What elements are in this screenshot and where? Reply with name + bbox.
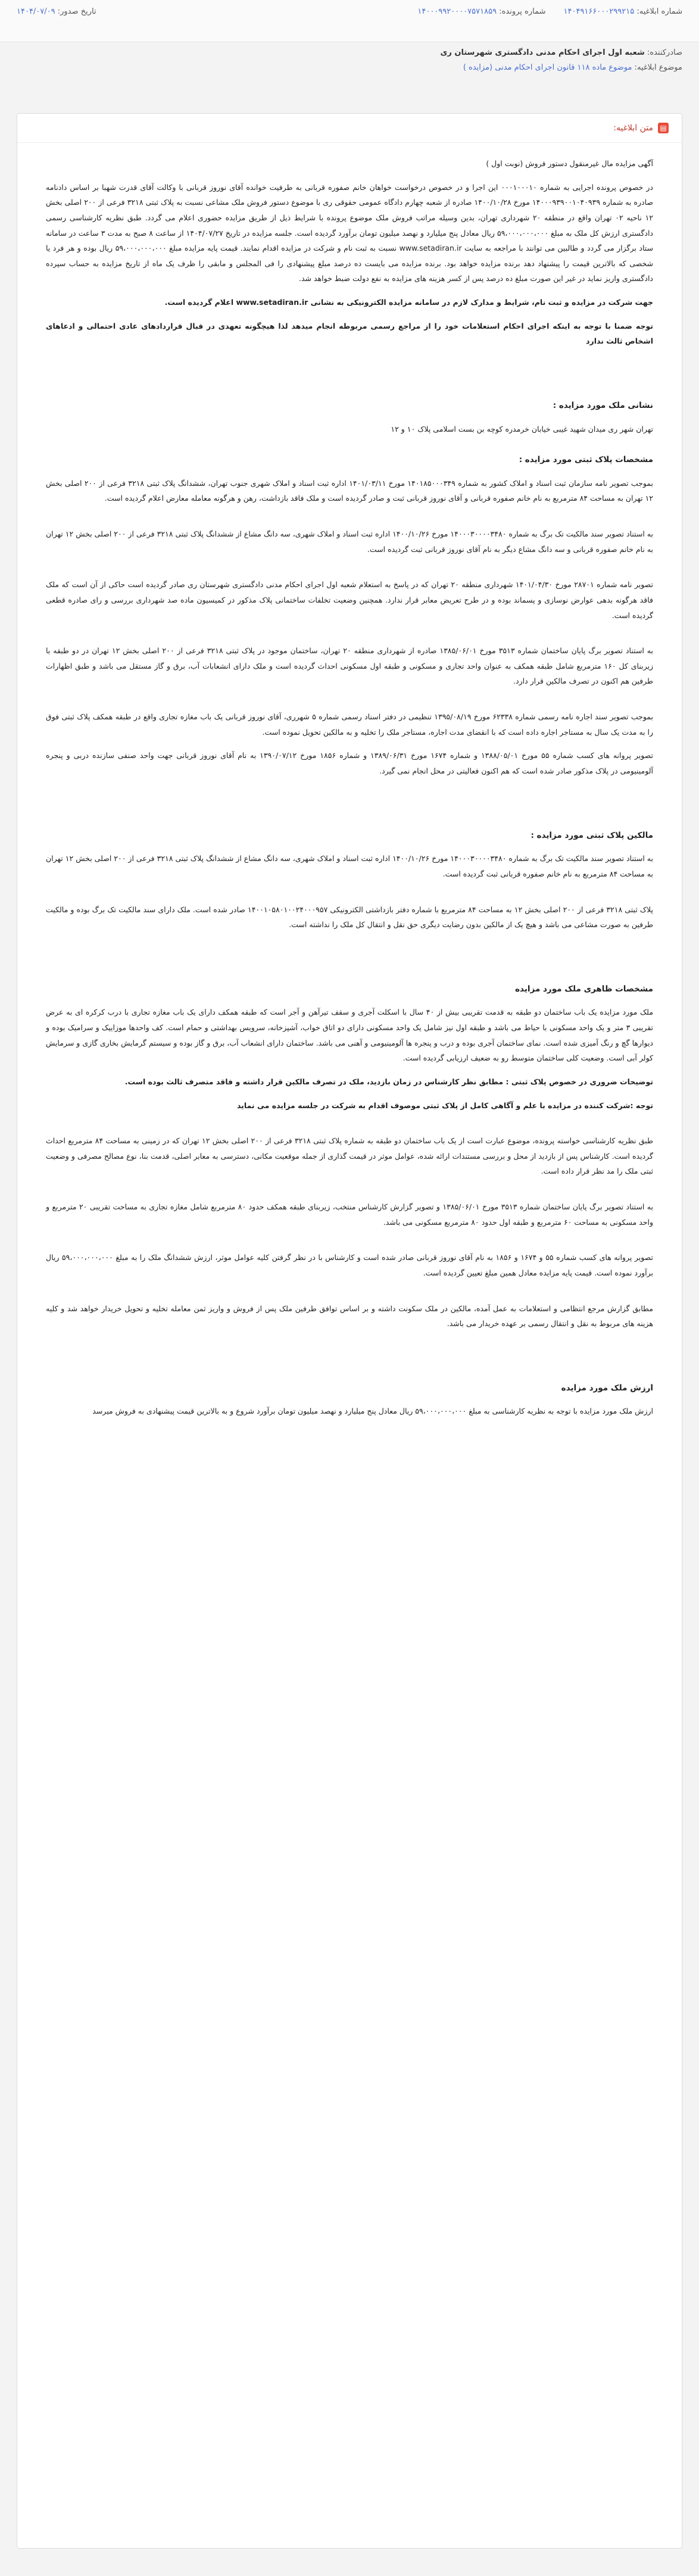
notice-paragraph: پلاک ثبتی ۳۲۱۸ فرعی از ۲۰۰ اصلی بخش ۱۲ به مساحت ۸۴ مترمربع با شماره دفتر بازداشتی الکترونیکی ۱۴۰۰۱۰۵۸۰۱۰۰۲۴۰۰۰۹۵۷ صادر شده است. ملک دارای سند مالکیت تک برگ بوده و مالکیت طرفین به صورت مشاعی می باشد و هیچ یک از مالکین بدون رضایت دیگری حق نقل و انتقال کل ملک را نداشته است.	[46, 905, 653, 930]
notice-paragraph: جهت شرکت در مزایده و ثبت نام، شرایط و مدارک لازم در سامانه مزایده الکترونیکی به نشانی www.setadiran.ir اعلام گردیده است.	[164, 298, 653, 307]
notice-paragraph: به استناد تصویر برگ پایان ساختمان شماره ۳۵۱۳ مورخ ۱۳۸۵/۰۶/۰۱ صادره از شهرداری منطقه ۲۰ تهران، ساختمان موجود در پلاک ثبتی ۳۲۱۸ فرعی از ۲۰۰ اصلی بخش ۱۲ تهران در دو طبقه با زیربنای کل ۱۶۰ مترمربع شامل طبقه همکف به عنوان واحد تجاری و مسکونی و طبقه اول مسکونی احداث گردیده است و ملک دارای انشعابات آب، برق و گاز مستقل می باشد و طبق اظهارات طرفین هم اکنون در تصرف مالکین قرار دارد.	[46, 646, 653, 686]
notice-note: توضیحات ضروری در خصوص پلاک ثبتی : مطابق نظر کارشناس در زمان بازدید، ملک در تصرف مالکین قرار داشته و فاقد متصرف ثالث بوده است.	[124, 1077, 653, 1086]
notice-paragraph: ملک مورد مزایده یک باب ساختمان دو طبقه به قدمت تقریبی بیش از ۴۰ سال با اسکلت آجری و سقف تیرآهن و آجر است که طبقه همکف دارای یک باب مغازه تجاری با درب کرکره ای به عرض تقریبی ۳ متر و یک واحد مسکونی با حیاط می باشد و طبقه اول نیز شامل یک واحد مسکونی دارای دو اتاق خواب، آشپزخانه، سرویس بهداشتی و حمام است. کف واحدها موزاییک و سرامیک بوده و دیوارها گچ و رنگ آمیزی شده است. نمای ساختمان آجری بوده و درب و پنجره ها آلومینیومی و آهنی می باشد. ساختمان دارای انشعاب آب، برق و گاز بوده و سیستم گرمایش بخاری گازی و سرمایش کولر آبی است. وضعیت کلی ساختمان متوسط رو به ضعیف ارزیابی گردیده است.	[46, 1008, 654, 1063]
notice-paragraph: به استناد تصویر سند مالکیت تک برگ به شماره ۱۴۰۰۰۳۰۰۰۰۳۴۸۰ مورخ ۱۴۰۰/۱۰/۲۶ اداره ثبت اسناد و املاک شهری، سه دانگ مشاع از ششدانگ پلاک ثبتی ۳۲۱۸ فرعی از ۲۰۰ اصلی بخش ۱۲ تهران به مساحت ۸۴ مترمربع به نام خانم صفوره قربانی ثبت گردیده است.	[46, 854, 653, 878]
notice-paragraph: در خصوص پرونده اجرایی به شماره ۰۰۰۱۰۰۰۱۰ این اجرا و در خصوص درخواست خواهان خانم صفوره قربانی به طرفیت خوانده آقای نوروز قربانی با وکالت آقای قدرت شهبا بر اساس دادنامه صادره به شماره ۱۴۰۰۰۹۳۹۰۰۱۰۴۰۹۳۹ مورخ ۱۴۰۰/۱۰/۲۸ صادره از شعبه چهارم دادگاه عمومی حقوقی ری با موضوع دستور فروش ملک مشاعی نسبت به پلاک ثبتی ۳۲۱۸ فرعی از ۲۰۰ اصلی بخش ۱۲ ناحیه ۰۲ تهران واقع در منطقه ۲۰ شهرداری تهران، بدین وسیله مراتب فروش ملک موضوع پرونده با شرایط ذیل از طریق مزایده حضوری اعلام می گردد. طبق نظریه کارشناسی رسمی دادگستری ارزش کل ملک به مبلغ ۵۹،۰۰۰،۰۰۰،۰۰۰ ریال معادل پنج میلیارد و نهصد میلیون تومان برآورد گردیده است. جلسه مزایده در تاریخ ۱۴۰۴/۰۷/۲۷ از ساعت ۸ صبح به مدت ۳ ساعت در سامانه ستاد برگزار می گردد و طالبین می توانند با مراجعه به سایت www.setadiran.ir نسبت به ثبت نام و شرکت در مزایده اقدام نمایند. قیمت پایه مزایده مبلغ ۵۹،۰۰۰،۰۰۰،۰۰۰ ریال بوده و هر فرد یا شخصی که بالاترین قیمت را پیشنهاد دهد برنده مزایده خواهد بود. برنده مزایده می بایست ده درصد مبلغ پیشنهادی را فی المجلس و مابقی را ظرف یک ماه از تاریخ مزایده به حساب سپرده دادگستری واریز نماید در غیر این صورت مبلغ ده درصد پس از کسر هزینه های مزایده به نفع دولت ضبط خواهد شد.	[46, 182, 654, 283]
section-address-heading: نشانی ملک مورد مزایده :	[553, 400, 653, 410]
notice-paragraph: بموجب تصویر نامه سازمان ثبت اسناد و املاک کشور به شماره ۱۴۰۱۸۵۰۰۰۳۴۹ مورخ ۱۴۰۱/۰۳/۱۱ اداره ثبت اسناد و املاک شهری جنوب تهران، ششدانگ پلاک ثبتی ۳۲۱۸ فرعی از ۲۰۰ اصلی بخش ۱۲ تهران به مساحت ۸۴ مترمربع به نام خانم صفوره قربانی و آقای نوروز قربانی ثبت و صادر گردیده است و ملک فاقد بازداشت، رهن و هرگونه معامله معارض اعلام گردیده است.	[46, 478, 654, 503]
subject-label: موضوع ابلاغیه:	[634, 63, 682, 72]
notice-submeta	[0, 48, 699, 72]
section-value-heading: ارزش ملک مورد مزایده	[561, 1383, 653, 1393]
issue-number	[564, 7, 683, 16]
property-address: تهران شهر ری میدان شهید غیبی خیابان خرمدره کوچه بن بست اسلامی پلاک ۱۰ و ۱۲	[391, 424, 653, 434]
issuer-label: صادرکننده:	[647, 48, 682, 57]
notice-card-title: متن ابلاغیه:	[613, 123, 653, 133]
section-features-heading: مشخصات ظاهری ملک مورد مزایده	[515, 984, 653, 994]
notice-paragraph: تصویر نامه شماره ۲۸۷۰۱ مورخ ۱۴۰۱/۰۴/۳۰ شهرداری منطقه ۲۰ تهران که در پاسخ به استعلام شعبه اول اجرای احکام مدنی دادگستری شهرستان ری صادر گردیده است حاکی از آن است که ملک فاقد هرگونه بدهی عوارض نوسازی و پسماند بوده و در طرح تعریض معابر قرار ندارد. همچنین وضعیت تخلفات ساختمانی پلاک مذکور در کمیسیون ماده صد شهرداری بررسی و رای صادره قطعی گردیده است.	[46, 580, 653, 620]
case-number-value: ۱۴۰۰۰۹۹۲۰۰۰۰۷۵۷۱۸۵۹	[417, 7, 497, 16]
issue-number-value: ۱۴۰۴۹۱۶۶۰۰۰۲۹۹۲۱۵	[563, 7, 635, 16]
section-owners-heading: مالکین پلاک ثبتی مورد مزایده :	[531, 830, 653, 840]
notice-paragraph: به استناد تصویر برگ پایان ساختمان شماره ۳۵۱۳ مورخ ۱۳۸۵/۰۶/۰۱ و تصویر گزارش کارشناس منتخب، زیربنای طبقه همکف حدود ۸۰ مترمربع شامل مغازه تجاری به مساحت تقریبی ۲۰ مترمربع و واحد مسکونی به مساحت ۶۰ مترمربع و طبقه اول حدود ۸۰ مترمربع مسکونی می باشد.	[46, 1202, 653, 1227]
issue-number-label: شماره ابلاغیه:	[636, 7, 682, 16]
issue-date-value: ۱۴۰۴/۰۷/۰۹	[17, 7, 55, 16]
property-value: ارزش ملک مورد مزایده با توجه به نظریه کارشناسی به مبلغ ۵۹،۰۰۰،۰۰۰،۰۰۰ ریال معادل پنج میلیارد و نهصد میلیون تومان برآورد شروع و به بالاترین قیمت پیشنهادی به فروش میرسد	[92, 1406, 653, 1416]
notice-warning: توجه :شرکت کننده در مزایده با علم و آگاهی کامل از پلاک ثبتی موصوف اقدام به شرکت در جلسه مزایده می نماید	[236, 1100, 653, 1110]
issue-date	[17, 7, 96, 16]
case-number	[417, 7, 545, 16]
meta-group-right	[417, 7, 682, 16]
notice-intro: آگهی مزایده مال غیرمنقول دستور فروش (نوبت اول )	[486, 159, 653, 168]
subject-line	[17, 63, 682, 72]
subject-value: موضوع ماده ۱۱۸ قانون اجرای احکام مدنی (مزایده )	[463, 63, 632, 72]
section-specs-heading: مشخصات پلاک ثبتی مورد مزایده :	[519, 455, 653, 465]
case-number-label: شماره پرونده:	[499, 7, 546, 16]
document-icon: ▤	[658, 123, 669, 133]
notice-card	[17, 113, 682, 2549]
notice-paragraph: بموجب تصویر سند اجاره نامه رسمی شماره ۶۲۳۳۸ مورخ ۱۳۹۵/۰۸/۱۹ تنظیمی در دفتر اسناد رسمی شماره ۵ شهرری، آقای نوروز قربانی یک باب مغازه تجاری واقع در طبقه همکف پلاک ثبتی فوق را به مدت یک سال به مستاجر اجاره داده است که با انقضای مدت اجاره، مستاجر ملک را تخلیه و به مالکین تحویل نموده است.	[46, 712, 653, 737]
notice-paragraph: تصویر پروانه های کسب شماره ۵۵ و ۱۶۷۴ و ۱۸۵۶ به نام آقای نوروز قربانی صادر شده است و کارشناس با در نظر گرفتن کلیه عوامل موثر، ارزش ششدانگ ملک را به مبلغ ۵۹،۰۰۰،۰۰۰،۰۰۰ ریال برآورد نموده است. قیمت پایه مزایده معادل همین مبلغ تعیین گردیده است.	[46, 1253, 653, 1277]
notice-paragraph: به استناد تصویر سند مالکیت تک برگ به شماره ۱۴۰۰۰۳۰۰۰۰۳۴۸۰ مورخ ۱۴۰۰/۱۰/۲۶ اداره ثبت اسناد و املاک شهری، سه دانگ مشاع از ششدانگ پلاک ثبتی ۳۲۱۸ فرعی از ۲۰۰ اصلی بخش ۱۲ تهران به نام خانم صفوره قربانی و سه دانگ مشاع دیگر به نام آقای نوروز قربانی ثبت گردیده است.	[46, 529, 653, 554]
issuer-line	[17, 48, 682, 57]
notice-header	[0, 0, 699, 42]
issue-date-label: تاریخ صدور:	[57, 7, 96, 16]
issuer-value: شعبه اول اجرای احکام مدنی دادگستری شهرستان ری	[440, 48, 645, 57]
notice-warning: توجه ضمنا با توجه به اینکه اجرای احکام استعلامات خود را از مراجع رسمی مربوطه انجام میدهد لذا هیچگونه تعهدی در قبال قراردادهای عادی احتمالی و ادعاهای اشخاص ثالث ندارد	[46, 321, 653, 346]
notice-card-header	[17, 114, 682, 143]
notice-meta-row	[17, 0, 682, 16]
notice-paragraph: تصویر پروانه های کسب شماره ۵۵ مورخ ۱۳۸۸/۰۵/۰۱ و شماره ۱۶۷۴ مورخ ۱۳۸۹/۰۶/۳۱ و شماره ۱۸۵۶ مورخ ۱۳۹۰/۰۷/۱۲ به نام آقای نوروز قربانی جهت واحد صنفی سازنده دربی و پنجره آلومینیومی در پلاک مذکور صادر شده است که هم اکنون فعالیتی در محل انجام نمی گیرد.	[46, 751, 653, 775]
notice-paragraph: مطابق گزارش مرجع انتظامی و استعلامات به عمل آمده، مالکین در ملک سکونت داشته و بر اساس توافق طرفین ملک پس از فروش و واریز ثمن معامله تخلیه و تحویل خریدار خواهد شد و کلیه هزینه های مربوط به نقل و انتقال رسمی بر عهده خریدار می باشد.	[46, 1303, 653, 1328]
notice-paragraph: طبق نظریه کارشناسی خواسته پرونده، موضوع عبارت است از یک باب ساختمان دو طبقه به شماره پلاک ثبتی ۳۲۱۸ فرعی از ۲۰۰ اصلی بخش ۱۲ تهران که در زمینی به مساحت ۸۴ مترمربع احداث گردیده است. کارشناس پس از بازدید از محل و بررسی مستندات ارائه شده، عوامل موثر در قیمت گذاری از جمله موقعیت مکانی، دسترسی به معابر اصلی، قدمت بنا، نوع مصالح مصرفی و وضعیت ثبتی ملک را مد نظر قرار داده است.	[46, 1136, 653, 1176]
notice-body	[17, 143, 682, 1419]
